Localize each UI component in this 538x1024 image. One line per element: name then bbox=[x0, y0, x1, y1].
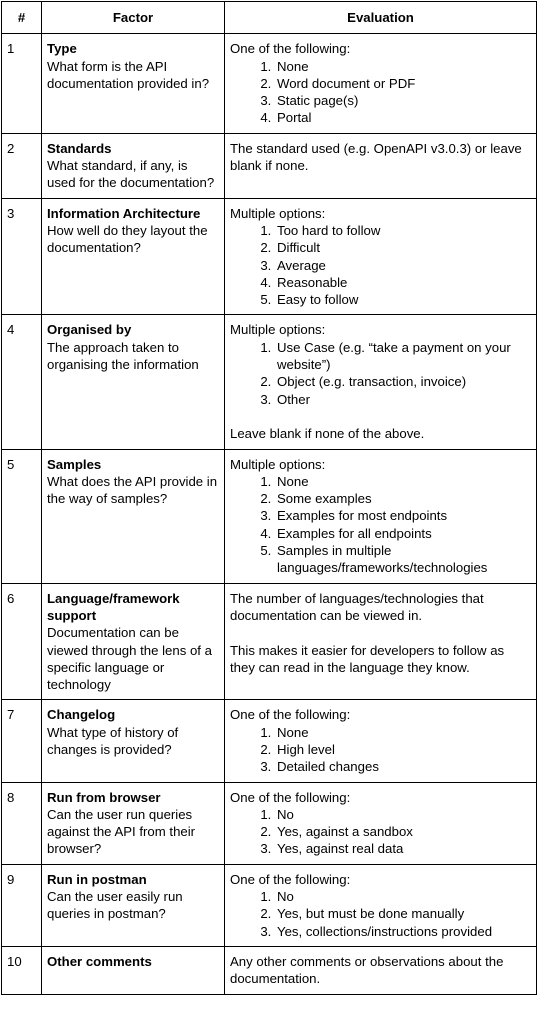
options-list bbox=[230, 888, 531, 940]
factor-name: Run from browser bbox=[47, 789, 161, 805]
row-number: 1 bbox=[2, 34, 42, 133]
table-row bbox=[2, 449, 537, 583]
option-item: 1. None bbox=[275, 58, 531, 75]
row-number: 2 bbox=[2, 133, 42, 198]
option-item: 3. Yes, against real data bbox=[275, 840, 531, 857]
option-item: 1. No bbox=[275, 888, 531, 905]
option-item: 2. High level bbox=[275, 741, 531, 758]
factor-description: What does the API provide in the way of samples? bbox=[47, 473, 218, 507]
factor-cell bbox=[42, 864, 225, 946]
option-item: 2. Word document or PDF bbox=[275, 75, 531, 92]
header-factor: Factor bbox=[42, 2, 225, 34]
option-item: 3. Detailed changes bbox=[275, 758, 531, 775]
table-body bbox=[2, 34, 537, 994]
factor-name: Other comments bbox=[47, 953, 152, 969]
evaluation-intro: Multiple options: bbox=[230, 456, 326, 472]
table-row bbox=[2, 315, 537, 449]
evaluation-table bbox=[1, 1, 537, 995]
row-number: 5 bbox=[2, 449, 42, 583]
option-item: 3. Static page(s) bbox=[275, 92, 531, 109]
row-number: 9 bbox=[2, 864, 42, 946]
factor-cell bbox=[42, 198, 225, 315]
option-item: 3. Other bbox=[275, 391, 531, 408]
evaluation-text: The number of languages/technologies that documentation can be viewed in. bbox=[230, 590, 484, 623]
evaluation-intro: One of the following: bbox=[230, 789, 351, 805]
evaluation-cell bbox=[225, 583, 537, 700]
evaluation-text: Any other comments or observations about the documentation. bbox=[230, 953, 504, 987]
table-row bbox=[2, 34, 537, 133]
evaluation-cell bbox=[225, 864, 537, 946]
factor-cell bbox=[42, 133, 225, 198]
evaluation-cell bbox=[225, 198, 537, 315]
option-item: 4. Portal bbox=[275, 109, 531, 126]
header-evaluation: Evaluation bbox=[225, 2, 537, 34]
options-list bbox=[230, 58, 531, 127]
factor-description: Documentation can be viewed through the lens of a specific language or technology bbox=[47, 625, 212, 693]
factor-name: Changelog bbox=[47, 707, 116, 723]
table-row bbox=[2, 700, 537, 782]
factor-cell bbox=[42, 700, 225, 782]
factor-cell bbox=[42, 315, 225, 449]
evaluation-text: The standard used (e.g. OpenAPI v3.0.3) or leave blank if none. bbox=[230, 140, 522, 174]
factor-description: What standard, if any, is used for the documentation? bbox=[47, 158, 215, 191]
factor-name: Samples bbox=[47, 456, 102, 472]
option-item: 3. Average bbox=[275, 257, 531, 274]
header-num: # bbox=[2, 2, 42, 34]
row-number: 3 bbox=[2, 198, 42, 315]
evaluation-text-2: This makes it easier for developers to follow as they can read in the language they know. bbox=[230, 642, 505, 675]
option-item: 1. No bbox=[275, 806, 531, 823]
options-list bbox=[230, 339, 531, 408]
options-list bbox=[230, 724, 531, 776]
option-item: 2. Difficult bbox=[275, 239, 531, 256]
row-number: 8 bbox=[2, 782, 42, 864]
factor-cell bbox=[42, 583, 225, 700]
table-row bbox=[2, 864, 537, 946]
factor-name: Information Architecture bbox=[47, 205, 201, 221]
factor-name: Organised by bbox=[47, 322, 132, 338]
evaluation-intro: One of the following: bbox=[230, 41, 351, 57]
evaluation-intro: Multiple options: bbox=[230, 322, 326, 338]
factor-description: How well do they layout the documentation? bbox=[47, 222, 208, 256]
option-item: 1. Too hard to follow bbox=[275, 222, 531, 239]
factor-cell bbox=[42, 782, 225, 864]
table-row bbox=[2, 946, 537, 994]
option-item: 5. Samples in multiple languages/frameworks/technologies bbox=[275, 542, 531, 577]
factor-name: Run in postman bbox=[47, 871, 147, 887]
option-item: 1. None bbox=[275, 473, 531, 490]
option-item: 3. Yes, collections/instructions provided bbox=[275, 923, 531, 940]
factor-description: What form is the API documentation provided in? bbox=[47, 58, 210, 91]
factor-name: Standards bbox=[47, 140, 112, 156]
evaluation-cell bbox=[225, 449, 537, 583]
factor-name: Type bbox=[47, 41, 77, 57]
option-item: 2. Yes, against a sandbox bbox=[275, 823, 531, 840]
factor-cell bbox=[42, 946, 225, 994]
evaluation-cell bbox=[225, 782, 537, 864]
evaluation-cell bbox=[225, 946, 537, 994]
row-number: 6 bbox=[2, 583, 42, 700]
option-item: 4. Examples for all endpoints bbox=[275, 525, 531, 542]
row-number: 4 bbox=[2, 315, 42, 449]
factor-cell bbox=[42, 449, 225, 583]
options-list bbox=[230, 222, 531, 308]
row-number: 10 bbox=[2, 946, 42, 994]
table-row bbox=[2, 198, 537, 315]
option-item: 1. None bbox=[275, 724, 531, 741]
factor-description: The approach taken to organising the information bbox=[47, 339, 199, 373]
option-item: 2. Object (e.g. transaction, invoice) bbox=[275, 373, 531, 390]
row-number: 7 bbox=[2, 700, 42, 782]
factor-description: Can the user easily run queries in postman? bbox=[47, 889, 183, 922]
evaluation-footer: Leave blank if none of the above. bbox=[230, 426, 425, 442]
table-row bbox=[2, 583, 537, 700]
option-item: 5. Easy to follow bbox=[275, 291, 531, 308]
header-row bbox=[2, 2, 537, 34]
options-list bbox=[230, 806, 531, 858]
option-item: 2. Yes, but must be done manually bbox=[275, 905, 531, 922]
evaluation-cell bbox=[225, 700, 537, 782]
evaluation-intro: One of the following: bbox=[230, 707, 351, 723]
evaluation-intro: Multiple options: bbox=[230, 205, 326, 221]
factor-description: What type of history of changes is provided? bbox=[47, 724, 179, 757]
option-item: 1. Use Case (e.g. “take a payment on your website”) bbox=[275, 339, 531, 374]
evaluation-cell bbox=[225, 133, 537, 198]
option-item: 2. Some examples bbox=[275, 490, 531, 507]
evaluation-cell bbox=[225, 315, 537, 449]
table-row bbox=[2, 782, 537, 864]
factor-description: Can the user run queries against the API from their browser? bbox=[47, 806, 196, 857]
option-item: 4. Reasonable bbox=[275, 274, 531, 291]
options-list bbox=[230, 473, 531, 577]
evaluation-intro: One of the following: bbox=[230, 871, 351, 887]
table-row bbox=[2, 133, 537, 198]
factor-name: Language/framework support bbox=[47, 590, 180, 623]
evaluation-cell bbox=[225, 34, 537, 133]
option-item: 3. Examples for most endpoints bbox=[275, 507, 531, 524]
factor-cell bbox=[42, 34, 225, 133]
